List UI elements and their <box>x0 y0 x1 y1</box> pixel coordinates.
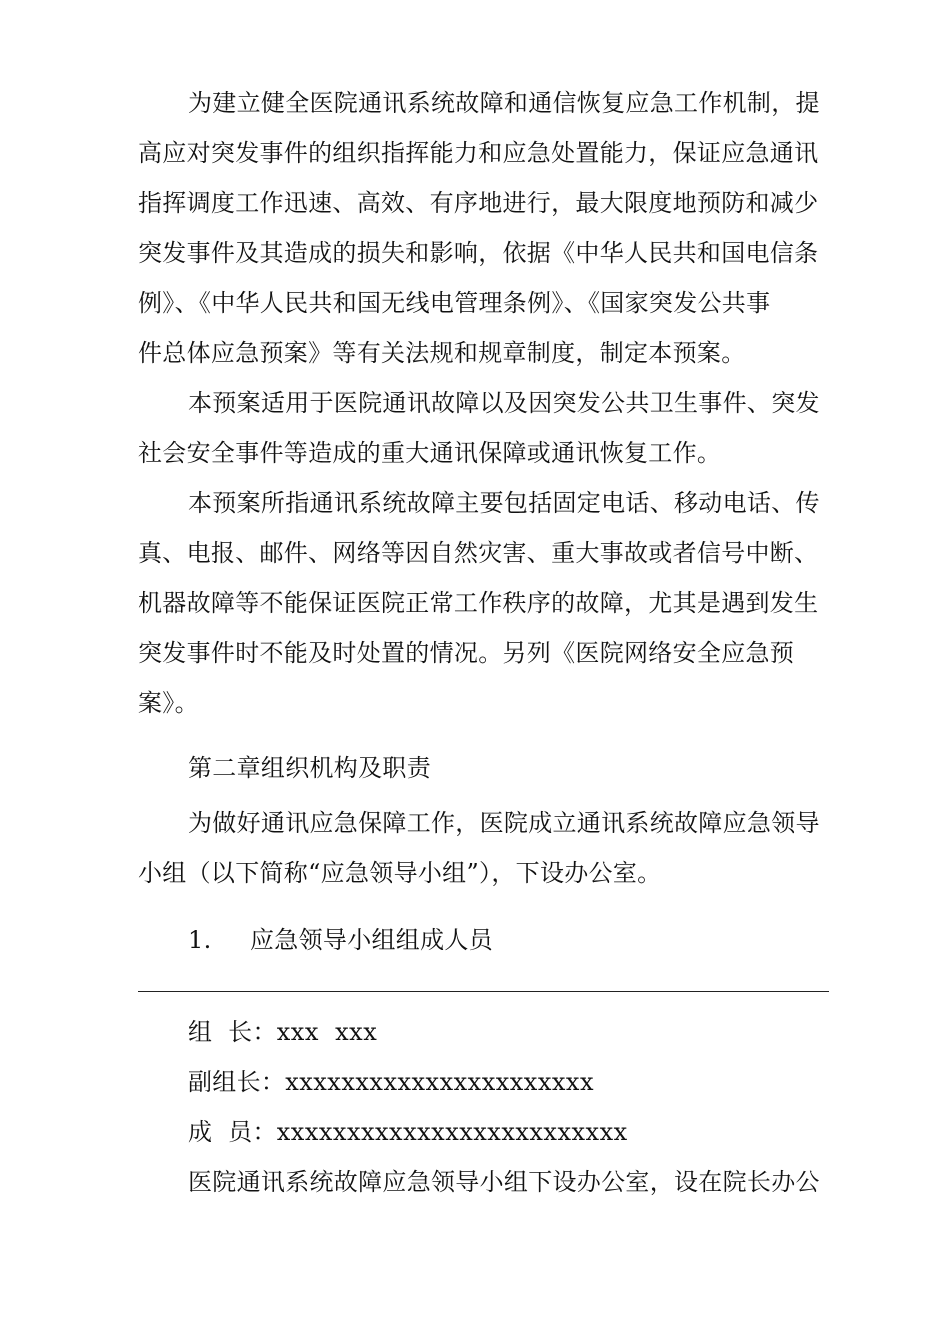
para1-line-3: 指挥调度工作迅速、高效、有序地进行，最大限度地预防和减少 <box>138 189 819 217</box>
para4-line-1: 为做好通讯应急保障工作，医院成立通讯系统故障应急领导 <box>188 809 820 837</box>
para3-line-4: 突发事件时不能及时处置的情况。另列《医院网络安全应急预 <box>138 639 795 667</box>
leader-label: 组 长： <box>188 1018 277 1046</box>
para3-line-2: 真、电报、邮件、网络等因自然灾害、重大事故或者信号中断、 <box>138 539 819 567</box>
horizontal-rule <box>138 991 829 992</box>
para1-line-4: 突发事件及其造成的损失和影响，依据《中华人民共和国电信条 <box>138 239 819 267</box>
deputy-label: 副组长： <box>188 1068 286 1096</box>
para3-line-5: 案》。 <box>138 689 199 717</box>
member-members-row <box>188 1117 888 1147</box>
member-value: xxxxxxxxxxxxxxxxxxxxxxxxx <box>276 1118 628 1146</box>
para2-line-1: 本预案适用于医院通讯故障以及因突发公共卫生事件、突发 <box>188 389 820 417</box>
section-number: 1. <box>188 926 212 954</box>
para4-line-2: 小组（以下简称“应急领导小组”），下设办公室。 <box>138 859 662 887</box>
para1-line-1: 为建立健全医院通讯系统故障和通信恢复应急工作机制，提 <box>188 89 820 117</box>
chapter-heading: 第二章组织机构及职责 <box>188 754 431 782</box>
deputy-value: xxxxxxxxxxxxxxxxxxxxxx <box>285 1068 594 1096</box>
para3-line-1: 本预案所指通讯系统故障主要包括固定电话、移动电话、传 <box>188 489 820 517</box>
para2-line-2: 社会安全事件等造成的重大通讯保障或通讯恢复工作。 <box>138 439 722 467</box>
section-heading <box>188 925 888 955</box>
member-deputy-row <box>188 1067 888 1097</box>
member-leader-row <box>188 1017 888 1047</box>
office-line: 医院通讯系统故障应急领导小组下设办公室，设在院长办公 <box>188 1168 820 1196</box>
para1-line-2: 高应对突发事件的组织指挥能力和应急处置能力，保证应急通讯 <box>138 139 819 167</box>
section-title: 应急领导小组组成人员 <box>250 926 493 954</box>
member-label: 成 员： <box>188 1118 277 1146</box>
para1-line-6: 件总体应急预案》等有关法规和规章制度，制定本预案。 <box>138 339 746 367</box>
para1-line-5: 例》、《中华人民共和国无线电管理条例》、《国家突发公共事 <box>138 289 771 317</box>
para3-line-3: 机器故障等不能保证医院正常工作秩序的故障，尤其是遇到发生 <box>138 589 819 617</box>
leader-value: xxx xxx <box>276 1018 378 1046</box>
